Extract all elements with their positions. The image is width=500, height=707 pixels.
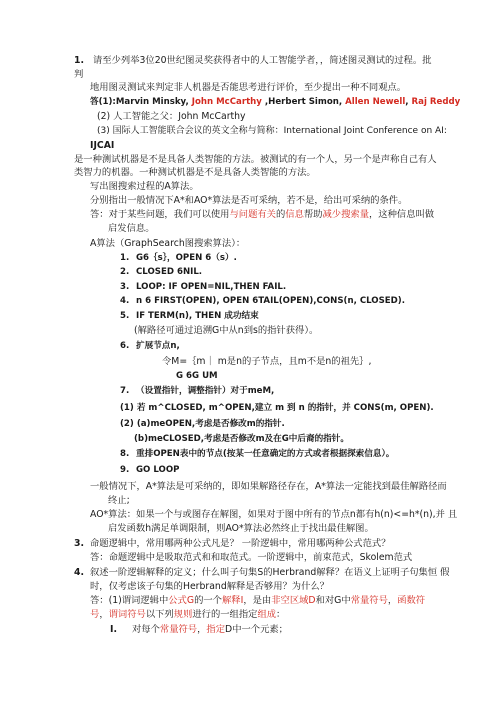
q2-answer-line1: 答：对于某些问题，我们可以使用与问题有关的信息帮助减少搜索量，这种信息叫做 (90, 209, 435, 220)
algorithm-step-5-note: (解路径可通过追溯G中从n到s的指针获得）。 (134, 325, 319, 336)
algorithm-step-2: 2. CLOSED 6NIL. (120, 267, 203, 277)
q2-line1: 写出图搜索过程的A算法。 (90, 181, 199, 192)
q4-answer-line1: 答：(1)谓词逻辑中公式G的一个解释I，是由非空区域D和对G中常量符号，函数符 (90, 595, 426, 606)
q3-answer: 答：命题逻辑中是吸取范式和和取范式。一阶逻辑中，前束范式，Skolem范式 (90, 552, 413, 563)
q2-line2: 分别指出一般情况下A*和AO*算法是否可采纳，若不是，给出可采纳的条件。 (90, 195, 408, 206)
q4-line1: 4. 叙述一阶逻辑解释的定义；什么叫子句集S的Herbrand解释？在语义上证明子句集恒 假 (74, 567, 450, 578)
algorithm-step-6: 6. 扩展节点n, (120, 341, 180, 351)
algorithm-step-6-set: 令M=｛m｜ m是n的子节点，且m不是n的祖先｝, (162, 356, 372, 367)
q2-ao-line1: AO*算法：如果一个与或图存在解图，如果对于图中所有的节点n都有h(n)<=h*(n),并 且 (90, 509, 458, 520)
algorithm-step-8: 8. 重排OPEN表中的节点(按某一任意确定的方式或者根据探索信息）。 (120, 449, 395, 459)
q1-answer-3-abbr: IJCAI (90, 140, 115, 151)
q1-line3: 地用图灵测试来判定非人机器是否能思考进行评价，至少提出一种不同观点。 (90, 82, 407, 93)
algorithm-step-7-1: (1) 若 m^CLOSED, m^OPEN,建立 m 到 n 的指针，并 CONS(m, OPEN). (120, 403, 434, 413)
algorithm-step-6-graph: G 6G UM (176, 371, 218, 381)
q2-answer-line2: 启发信息。 (108, 223, 155, 234)
algorithm-step-4: 4. n 6 FIRST(OPEN), OPEN 6TAIL(OPEN),CONS(n, CLOSED). (120, 296, 406, 306)
algorithm-step-7-2b: (b)meCLOSED,考虑是否修改m及在G中后裔的指针。 (134, 434, 349, 444)
algorithm-step-9: 9. GO LOOP (120, 465, 180, 475)
q1-line1: 1. 请至少列举3位20世纪图灵奖获得者中的人工智能学者，，简述图灵测试的过程。批 (74, 55, 432, 66)
q1-answer-3: (3) 国际人工智能联合会议的英文全称与简称：International Joint Conference on AI: (97, 126, 447, 136)
algorithm-step-7-2: (2) (a)meOPEN,考虑是否修改m的指针. (120, 419, 285, 429)
q2-ao-line2: 启发函数h满足单调限制，则AO*算法必然终止于找出最佳解图。 (108, 523, 374, 534)
q2-general-line2: 终止; (108, 495, 130, 506)
algorithm-title: A算法（GraphSearch图搜索算法）： (90, 238, 246, 249)
algorithm-step-3: 3. LOOP: IF OPEN=NIL,THEN FAIL. (120, 282, 287, 292)
q3-line1: 3. 命题逻辑中，常用哪两种公式凡是？ 一阶逻辑中，常用哪两种公式范式？ (74, 538, 391, 549)
algorithm-step-1: 1. G6｛s｝，OPEN 6（s）. (120, 253, 237, 263)
q4-answer-line2: 号，谓词符号以下列规则进行的一组指定组成： (90, 609, 286, 620)
q1-answer-1: 答(1):Marvin Minsky, John McCarthy ,Herbert Simon, Allen Newell, Raj Reddy (90, 97, 461, 107)
q1-line2: 判 (74, 69, 84, 80)
q4-answer-item-1: I. 对每个常量符号，指定D中一个元素； (110, 624, 288, 635)
q2-general-line1: 一般情况下，A*算法是可采纳的，即如果解路径存在，A*算法一定能找到最佳解路径而 (90, 481, 447, 492)
q1-para-1: 是一种测试机器是不是具备人类智能的方法。被测试的有一个人，另一个是声称自己有人 (74, 154, 437, 165)
algorithm-step-5: 5. IF TERM(n), THEN 成功结束 (120, 311, 259, 321)
q1-para-2: 类智力的机器。一种测试机器是不是具备人类智能的方法。 (74, 167, 316, 178)
q4-line2: 时，仅考虑该子句集的Herbrand解释是否够用？为什么？ (90, 581, 329, 592)
algorithm-step-7: 7. （设置指针，调整指针）对于meM, (120, 386, 275, 396)
q1-answer-2: (2) 人工智能之父：John McCarthy (97, 111, 246, 122)
